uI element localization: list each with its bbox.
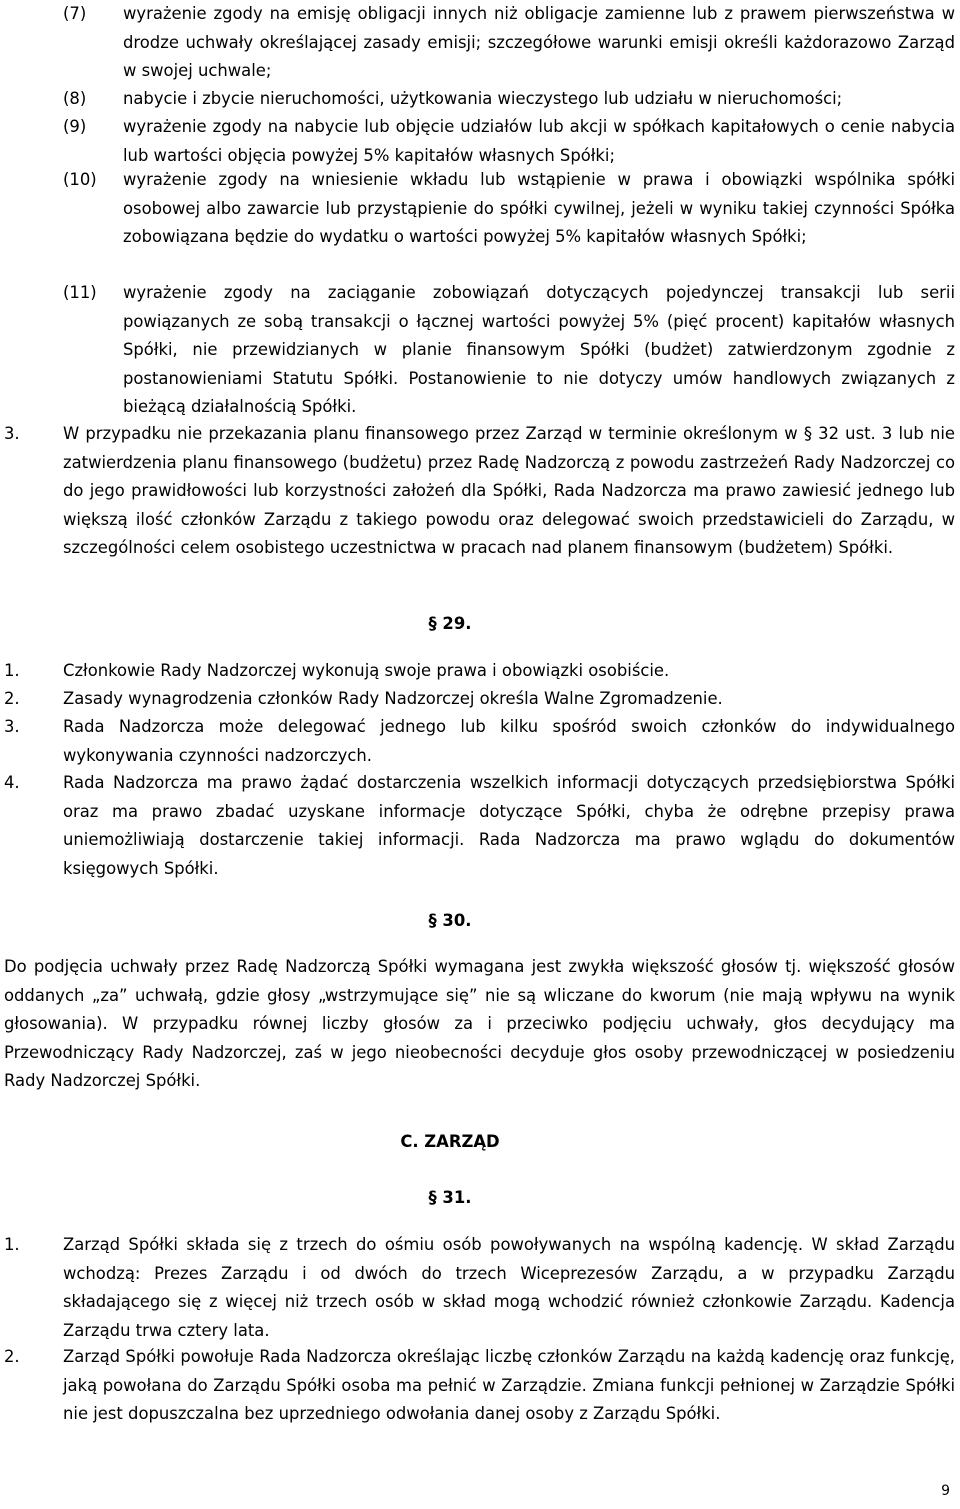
point-text: Zarząd Spółki składa się z trzech do ośmiu osób powoływanych na wspólną kadencję. W skład Zarządu wchodzą: Prezes Zarządu i od dwóch do trzech Wiceprezesów Zarządu, a w przypadku Zarządu składającego się z więcej niż trzech osób w skład mogą wchodzić również członkowie Zarządu. Kadencja Zarządu trwa cztery lata. — [63, 1235, 955, 1340]
page-number: 9 — [941, 1482, 950, 1499]
item-number: (9) — [63, 117, 87, 136]
point-text: Zasady wynagrodzenia członków Rady Nadzorczej określa Walne Zgromadzenie. — [63, 689, 723, 708]
point-number: 1. — [4, 661, 20, 680]
section-heading-29: § 29. — [428, 614, 472, 633]
point-number: 2. — [4, 689, 20, 708]
item-number: (11) — [63, 283, 97, 302]
section-heading-30: § 30. — [428, 911, 472, 930]
item-number: (8) — [63, 89, 87, 108]
item-text: wyrażenie zgody na zaciąganie zobowiązań dotyczących pojedynczej transakcji lub serii powiązanych ze sobą transakcji o łącznej wartości powyżej 5% (pięć procent) kapitałów własnych Spółki, nie przewidzianych w planie finansowym Spółki (budżet) zatwierdzonym zgodnie z postanowieniami Statutu Spółki. Postanowienie to nie dotyczy umów handlowych związanych z bieżącą działalnością Spółki. — [123, 283, 955, 416]
point-number: 3. — [4, 424, 20, 443]
point-text: Rada Nadzorcza może delegować jednego lub kilku spośród swoich członków do indywidualnego wykonywania czynności nadzorczych. — [63, 717, 955, 765]
point-text: Członkowie Rady Nadzorczej wykonują swoje prawa i obowiązki osobiście. — [63, 661, 670, 680]
point-text: Rada Nadzorcza ma prawo żądać dostarczenia wszelkich informacji dotyczących przedsiębiorstwa Spółki oraz ma prawo zbadać uzyskane informacje dotyczące Spółki, chyba że odrębne przepisy prawa uniemożliwiają dostarczenie takiej informacji. Rada Nadzorcza ma prawo wglądu do dokumentów księgowych Spółki. — [63, 773, 955, 878]
item-text: nabycie i zbycie nieruchomości, użytkowania wieczystego lub udziału w nieruchomości; — [123, 89, 843, 108]
item-text: wyrażenie zgody na emisję obligacji innych niż obligacje zamienne lub z prawem pierwszeństwa w drodze uchwały określającej zasady emisji; szczegółowe warunki emisji określi każdorazowo Zarząd w swojej uchwale; — [123, 4, 955, 80]
chapter-heading: C. ZARZĄD — [400, 1132, 500, 1151]
point-text: W przypadku nie przekazania planu finansowego przez Zarząd w terminie określonym w § 32 ust. 3 lub nie zatwierdzenia planu finansowego (budżetu) przez Radę Nadzorczą z powodu zastrzeżeń Rady Nadzorczej co do jego prawidłowości lub korzystności założeń dla Spółki, Rada Nadzorcza ma prawo zawiesić jednego lub większą ilość członków Zarządu z takiego powodu oraz delegować swoich przedstawicieli do Zarządu, w szczególności celem osobistego uczestnictwa w pracach nad planem finansowym (budżetem) Spółki. — [63, 424, 955, 557]
item-text: wyrażenie zgody na nabycie lub objęcie udziałów lub akcji w spółkach kapitałowych o cenie nabycia lub wartości objęcia powyżej 5% kapitałów własnych Spółki; — [123, 117, 955, 165]
paragraph-30: Do podjęcia uchwały przez Radę Nadzorczą Spółki wymagana jest zwykła większość głosów tj. większość głosów oddanych „za” uchwałą, gdzie głosy „wstrzymujące się” nie są wliczane do kworum (nie mają wpływu na wynik głosowania). W przypadku równej liczby głosów za i przeciwko podjęciu uchwały, głos decydujący ma Przewodniczący Rady Nadzorczej, zaś w jego nieobecności decyduje głos osoby przewodniczącej w posiedzeniu Rady Nadzorczej Spółki. — [4, 957, 955, 1090]
point-number: 4. — [4, 773, 20, 792]
point-number: 1. — [4, 1235, 20, 1254]
item-text: wyrażenie zgody na wniesienie wkładu lub wstąpienie w prawa i obowiązki wspólnika spółki osobowej albo zawarcie lub przystąpienie do spółki cywilnej, jeżeli w wyniku takiej czynności Spółka zobowiązana będzie do wydatku o wartości powyżej 5% kapitałów własnych Spółki; — [123, 170, 955, 246]
point-text: Zarząd Spółki powołuje Rada Nadzorcza określając liczbę członków Zarządu na każdą kadencję oraz funkcję, jaką powołana do Zarządu Spółki osoba ma pełnić w Zarządzie. Zmiana funkcji pełnionej w Zarządzie Spółki nie jest dopuszczalna bez uprzedniego odwołania danej osoby z Zarządu Spółki. — [63, 1347, 955, 1423]
section-heading-31: § 31. — [428, 1188, 472, 1207]
point-number: 2. — [4, 1347, 20, 1366]
item-number: (10) — [63, 170, 97, 189]
point-number: 3. — [4, 717, 20, 736]
item-number: (7) — [63, 4, 87, 23]
